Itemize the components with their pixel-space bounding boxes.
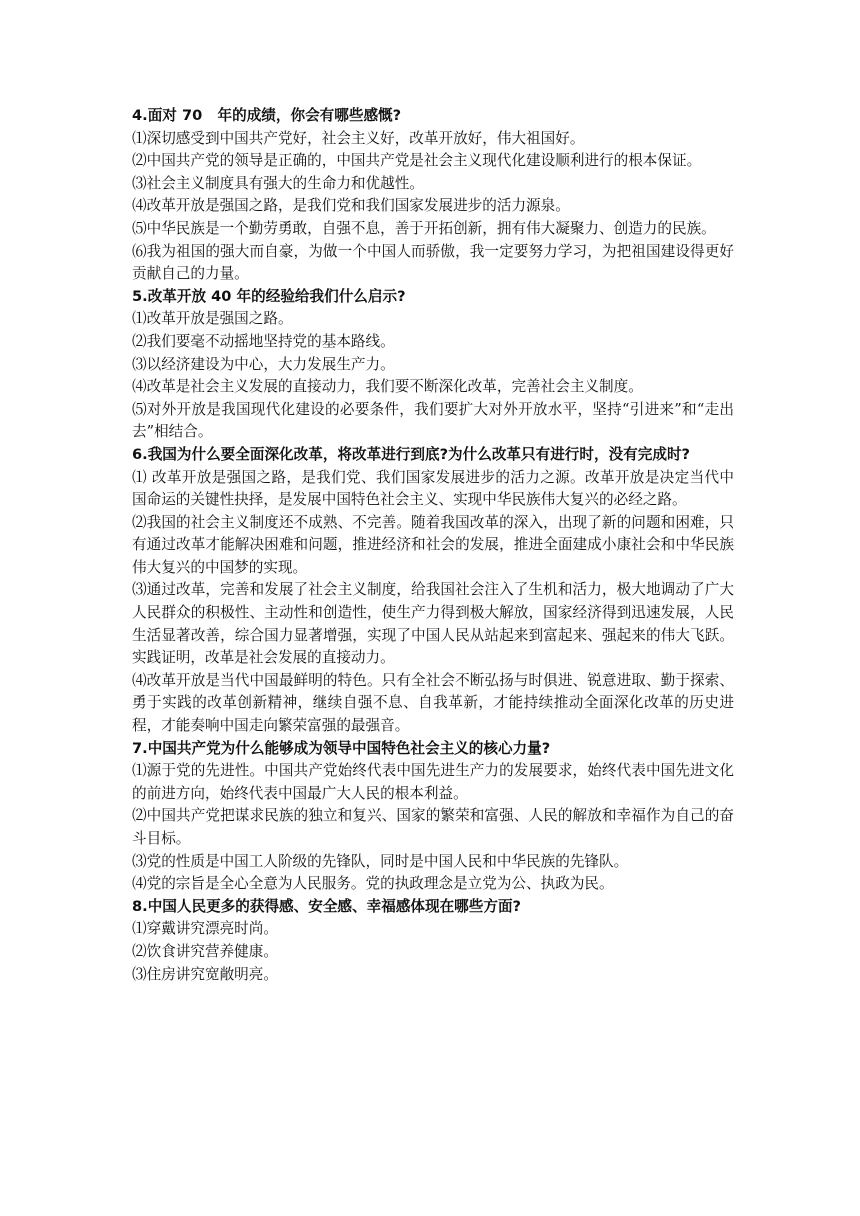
question-section-4 xyxy=(132,105,734,286)
question-heading: 5.改革开放 40 年的经验给我们什么启示? xyxy=(132,287,406,305)
answer-item: ⑷改革开放是当代中国最鲜明的特色。只有全社会不断弘扬与时俱进、锐意进取、勤于探索、勇于实践的改革创新精神，继续自强不息、自我革新，才能持续推动全面深化改革的历史进程，才能奏响中国走向繁荣富强的最强音。 xyxy=(132,671,734,735)
answer-item: ⑷改革是社会主义发展的直接动力，我们要不断深化改革，完善社会主义制度。 xyxy=(132,378,643,396)
answer-item: ⑶以经济建设为中心，大力发展生产力。 xyxy=(132,355,395,373)
document-page xyxy=(132,105,734,986)
answer-item: ⑹我为祖国的强大而自豪，为做一个中国人而骄傲，我一定要努力学习，为把祖国建设得更好贡献自己的力量。 xyxy=(132,242,734,283)
question-heading: 8.中国人民更多的获得感、安全感、幸福感体现在哪些方面? xyxy=(132,897,522,915)
question-section-8 xyxy=(132,896,734,986)
answer-item: ⑷党的宗旨是全心全意为人民服务。党的执政理念是立党为公、执政为民。 xyxy=(132,875,614,893)
answer-item: ⑴改革开放是强国之路。 xyxy=(132,310,293,328)
answer-item: ⑵饮食讲究营养健康。 xyxy=(132,942,278,960)
answer-item: ⑴ 改革开放是强国之路，是我们党、我们国家发展进步的活力之源。改革开放是决定当代中国命运的关键性抉择，是发展中国特色社会主义、实现中华民族伟大复兴的必经之路。 xyxy=(132,468,734,509)
question-section-6 xyxy=(132,444,734,738)
answer-item: ⑵我国的社会主义制度还不成熟、不完善。随着我国改革的深入，出现了新的问题和困难，只有通过改革才能解决困难和问题，推进经济和社会的发展，推进全面建成小康社会和中华民族伟大复兴的中国梦的实现。 xyxy=(132,513,734,576)
answer-item: ⑸对外开放是我国现代化建设的必要条件，我们要扩大对外开放水平，坚持“引进来”和“走出去”相结合。 xyxy=(132,400,734,441)
answer-item: ⑶社会主义制度具有强大的生命力和优越性。 xyxy=(132,174,424,192)
question-heading: 4.面对 70 年的成绩，你会有哪些感慨? xyxy=(132,107,402,124)
answer-item: ⑶通过改革，完善和发展了社会主义制度，给我国社会注入了生机和活力，极大地调动了广大人民群众的积极性、主动性和创造性，使生产力得到极大解放，国家经济得到迅速发展，人民生活显著改善，综合国力显著增强，实现了中国人民从站起来到富起来、强起来的伟大飞跃。实践证明，改革是社会发展的直接动力。 xyxy=(132,581,734,667)
answer-item: ⑷改革开放是强国之路，是我们党和我们国家发展进步的活力源泉。 xyxy=(132,197,570,215)
answer-item: ⑴源于党的先进性。中国共产党始终代表中国先进生产力的发展要求，始终代表中国先进文化的前进方向，始终代表中国最广大人民的根本利益。 xyxy=(132,762,734,802)
question-heading: 6.我国为什么要全面深化改革，将改革进行到底?为什么改革只有进行时，没有完成时? xyxy=(132,445,691,463)
answer-item: ⑵中国共产党的领导是正确的，中国共产党是社会主义现代化建设顺利进行的根本保证。 xyxy=(132,152,702,170)
answer-item: ⑴深切感受到中国共产党好，社会主义好，改革开放好，伟大祖国好。 xyxy=(132,129,585,147)
answer-item: ⑴穿戴讲究漂亮时尚。 xyxy=(132,920,278,938)
question-section-5 xyxy=(132,286,734,444)
answer-item: ⑵中国共产党把谋求民族的独立和复兴、国家的繁荣和富强、人民的解放和幸福作为自己的奋斗目标。 xyxy=(132,807,734,847)
answer-item: ⑶党的性质是中国工人阶级的先锋队，同时是中国人民和中华民族的先锋队。 xyxy=(132,852,629,870)
answer-item: ⑸中华民族是一个勤劳勇敢，自强不息，善于开拓创新，拥有伟大凝聚力、创造力的民族。 xyxy=(132,219,716,237)
answer-item: ⑵我们要毫不动摇地坚持党的基本路线。 xyxy=(132,332,395,350)
answer-item: ⑶住房讲究宽敞明亮。 xyxy=(132,965,278,983)
question-section-7 xyxy=(132,738,734,896)
question-heading: 7.中国共产党为什么能够成为领导中国特色社会主义的核心力量? xyxy=(132,739,551,757)
